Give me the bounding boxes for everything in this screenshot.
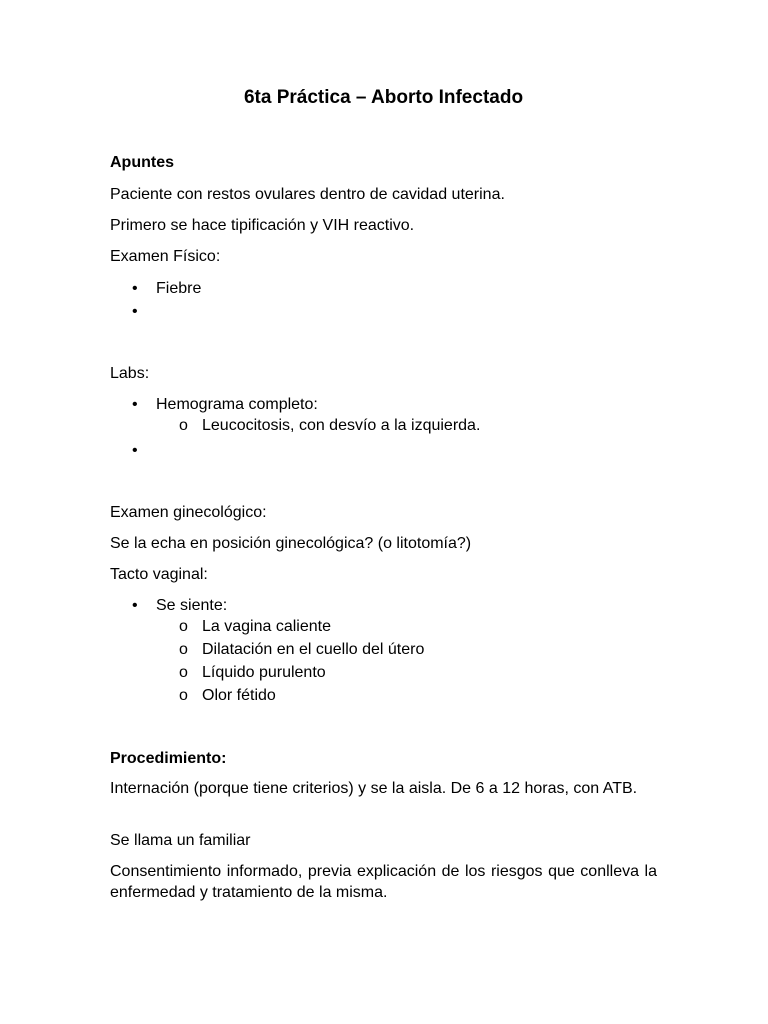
tacto-sub-item: Líquido purulento bbox=[202, 664, 326, 681]
sub-bullet-icon: o bbox=[179, 417, 188, 434]
document-title: 6ta Práctica – Aborto Infectado bbox=[243, 87, 524, 108]
apuntes-line-1: Paciente con restos ovulares dentro de cavidad uterina. bbox=[110, 186, 505, 203]
sub-bullet-icon: o bbox=[179, 618, 188, 635]
examen-ginecologico-line: Se la echa en posición ginecológica? (o litotomía?) bbox=[110, 535, 472, 552]
tacto-sub-item: Dilatación en el cuello del útero bbox=[202, 641, 425, 658]
procedimiento-paragraph: Se llama un familiar bbox=[110, 832, 251, 849]
tacto-item: Se siente: bbox=[156, 597, 228, 614]
labs-sub-item: Leucocitosis, con desvío a la izquierda. bbox=[202, 417, 481, 434]
bullet-icon: • bbox=[132, 280, 138, 297]
examen-ginecologico-label: Examen ginecológico: bbox=[110, 504, 267, 521]
sub-bullet-icon: o bbox=[179, 687, 188, 704]
bullet-icon: • bbox=[132, 597, 138, 614]
procedimiento-heading: Procedimiento: bbox=[110, 750, 227, 767]
tacto-vaginal-label: Tacto vaginal: bbox=[110, 566, 208, 583]
procedimiento-paragraph: Consentimiento informado, previa explicación de los riesgos que conlleva la enfermedad y tratamiento de la misma. bbox=[110, 863, 657, 901]
sub-bullet-icon: o bbox=[179, 664, 188, 681]
bullet-icon: • bbox=[132, 442, 138, 459]
examen-fisico-item: Fiebre bbox=[156, 280, 202, 297]
sub-bullet-icon: o bbox=[179, 641, 188, 658]
tacto-sub-item: La vagina caliente bbox=[202, 618, 331, 635]
procedimiento-paragraph: Internación (porque tiene criterios) y se la aisla. De 6 a 12 horas, con ATB. bbox=[110, 780, 638, 797]
bullet-icon: • bbox=[132, 396, 138, 413]
apuntes-heading: Apuntes bbox=[110, 154, 174, 171]
bullet-icon: • bbox=[132, 303, 138, 320]
examen-fisico-label: Examen Físico: bbox=[110, 248, 221, 265]
labs-label: Labs: bbox=[110, 365, 150, 382]
labs-item: Hemograma completo: bbox=[156, 396, 318, 413]
tacto-sub-item: Olor fétido bbox=[202, 687, 276, 704]
apuntes-line-2: Primero se hace tipificación y VIH reactivo. bbox=[110, 217, 415, 234]
